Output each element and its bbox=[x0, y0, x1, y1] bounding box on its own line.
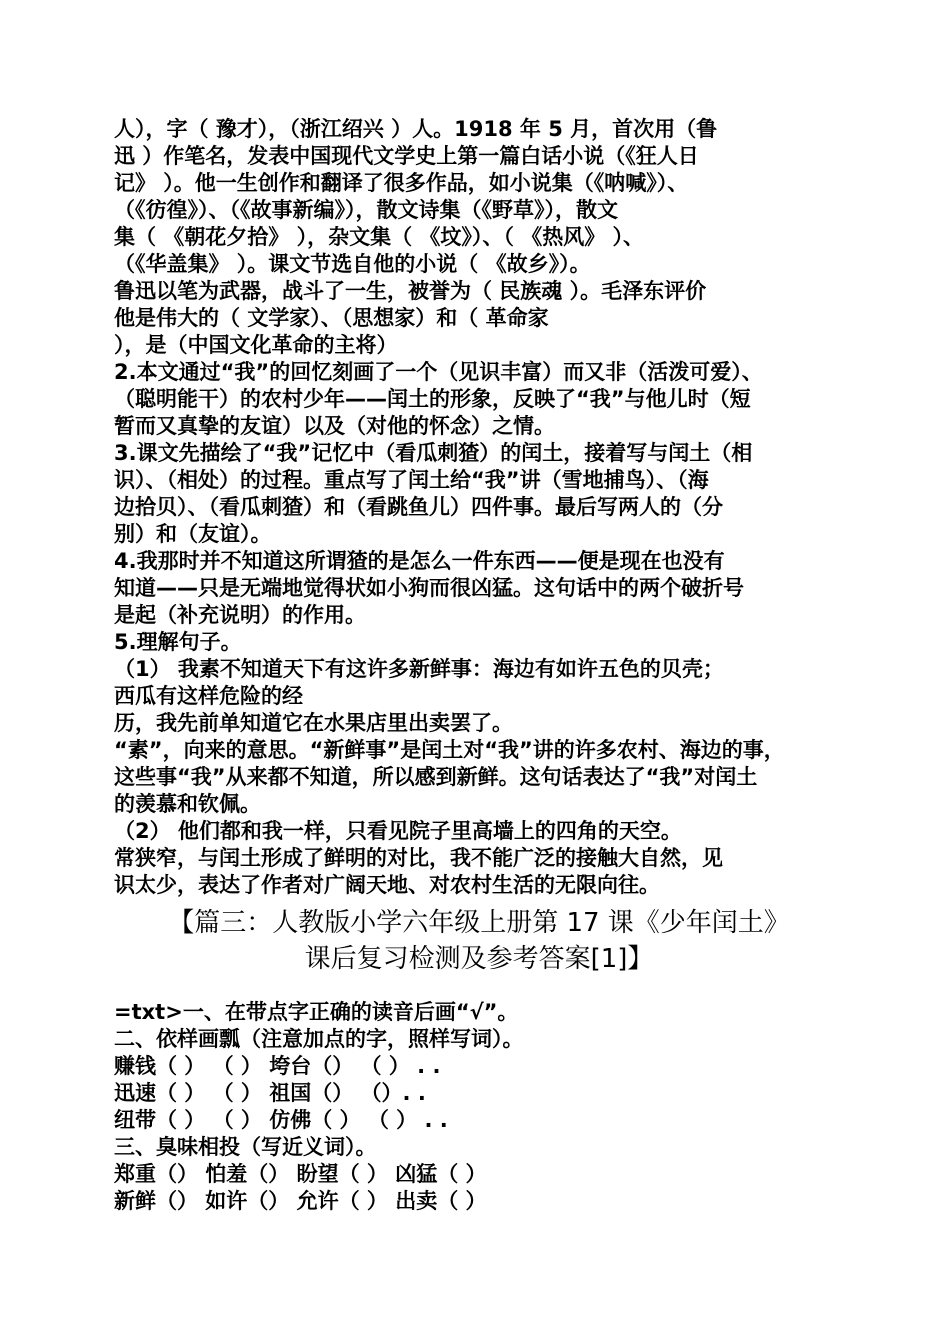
text-line: 集（ 《朝花夕拾》 ），杂文集（ 《坟》）、（ 《热风》 ）、 bbox=[114, 225, 645, 249]
section-heading bbox=[114, 905, 844, 977]
text-line: 常狭窄，与闰土形成了鲜明的对比，我不能广泛的接触大自然，见 bbox=[114, 846, 723, 870]
text-line: 是起（补充说明）的作用。 bbox=[114, 603, 366, 627]
text-line: 他是伟大的（ 文学家）、（思想家）和（ 革命家 bbox=[114, 306, 549, 330]
text-line: 知道——只是无端地觉得状如小狗而很凶猛。这句话中的两个破折号 bbox=[114, 576, 744, 600]
text-line: ），是（中国文化革命的主将） bbox=[114, 333, 398, 357]
text-line: “素”，向来的意思。“新鲜事”是闰土对“我”讲的许多农村、海边的事， bbox=[114, 738, 785, 762]
text-line: 边拾贝）、（看瓜刺猹）和（看跳鱼儿）四件事。最后写两人的（分 bbox=[114, 495, 723, 519]
text-line: 迅 ）作笔名，发表中国现代文学史上第一篇白话小说（《狂人日 bbox=[114, 144, 699, 168]
heading-line: 【篇三：人教版小学六年级上册第 17 课《少年闰土》 bbox=[168, 908, 790, 938]
text-line: 新鲜（） 如许（） 允许（ ） 出卖（ ） bbox=[114, 1189, 487, 1213]
text-line: （2） 他们都和我一样，只看见院子里高墙上的四角的天空。 bbox=[114, 819, 682, 843]
text-line: 这些事“我”从来都不知道，所以感到新鲜。这句话表达了“我”对闰土 bbox=[114, 765, 758, 789]
text-line: 记》 ）。他一生创作和翻译了很多作品，如小说集（《呐喊》）、 bbox=[114, 171, 689, 195]
text-line: 5.理解句子。 bbox=[114, 630, 242, 654]
heading-line: 课后复习检测及参考答案[1]】 bbox=[304, 944, 654, 974]
text-line: 的羡慕和钦佩。 bbox=[114, 792, 261, 816]
text-line: 西瓜有这样危险的经 bbox=[114, 684, 303, 708]
text-line: （聪明能干）的农村少年——闰土的形象，反映了“我”与他儿时（短 bbox=[114, 387, 751, 411]
text-line: （《华盖集》 ）。课文节选自他的小说（ 《故乡》）。 bbox=[114, 252, 591, 276]
text-line: =txt>一、在带点字正确的读音后画“√”。 bbox=[114, 1000, 519, 1024]
document-page bbox=[114, 116, 844, 1215]
text-line: 人），字（ 豫才），（浙江绍兴 ）人。1918 年 5 月，首次用（鲁 bbox=[114, 117, 718, 141]
exercise-section-part3 bbox=[114, 999, 844, 1215]
text-line: 3.课文先描绘了“我”记忆中（看瓜刺猹）的闰土，接着写与闰土（相 bbox=[114, 441, 753, 465]
text-line: 2.本文通过“我”的回忆刻画了一个（见识丰富）而又非（活泼可爱）、 bbox=[114, 360, 763, 384]
text-line: 识）、（相处）的过程。重点写了闰土给“我”讲（雪地捕鸟）、（海 bbox=[114, 468, 709, 492]
text-line: 识太少，表达了作者对广阔天地、对农村生活的无限向往。 bbox=[114, 873, 660, 897]
text-line: 别）和（友谊）。 bbox=[114, 522, 272, 546]
text-line: 郑重（） 怕羞（） 盼望（ ） 凶猛（ ） bbox=[114, 1162, 487, 1186]
text-line: 二、依样画瓢（注意加点的字，照样写词）。 bbox=[114, 1027, 524, 1051]
text-line: 鲁迅以笔为武器，战斗了一生，被誉为（ 民族魂 ）。毛泽东评价 bbox=[114, 279, 707, 303]
text-line: （《彷徨》）、（《故事新编》），散文诗集（《野草》），散文 bbox=[114, 198, 618, 222]
text-line: 4.我那时并不知道这所谓猹的是怎么一件东西——便是现在也没有 bbox=[114, 549, 725, 573]
text-line: （1） 我素不知道天下有这许多新鲜事：海边有如许五色的贝壳； bbox=[114, 657, 724, 681]
answer-section-part2 bbox=[114, 116, 844, 899]
text-line: 迅速（ ） （ ） 祖国（） （）. . bbox=[114, 1081, 426, 1105]
text-line: 暂而又真挚的友谊）以及（对他的怀念）之情。 bbox=[114, 414, 555, 438]
text-line: 历，我先前单知道它在水果店里出卖罢了。 bbox=[114, 711, 513, 735]
text-line: 三、臭味相投（写近义词）。 bbox=[114, 1135, 377, 1159]
text-line: 纽带（ ） （ ） 仿佛（ ） （ ） . . bbox=[114, 1108, 448, 1132]
text-line: 赚钱（ ） （ ） 垮台（） （ ） . . bbox=[114, 1054, 441, 1078]
